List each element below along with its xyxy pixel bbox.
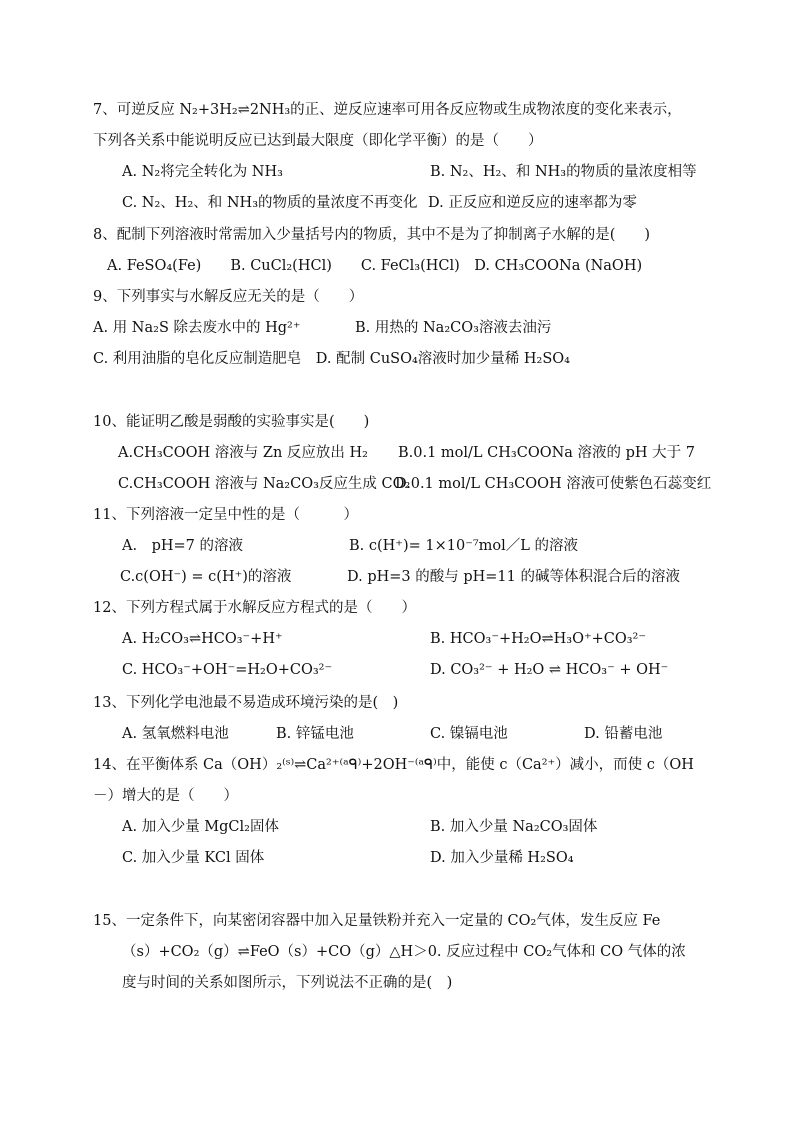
- q14-stem-line2: －）增大的是（ ）: [93, 788, 238, 804]
- q12-stem: 12、下列方程式属于水解反应方程式的是（ ）: [93, 600, 416, 616]
- q10-option-d: D.0.1 mol/L CH₃COOH 溶液可使紫色石蕊变红: [395, 476, 712, 492]
- q7-option-d: D. 正反应和逆反应的速率都为零: [428, 195, 637, 211]
- q9-option-b: B. 用热的 Na₂CO₃溶液去油污: [355, 320, 552, 336]
- q14-option-b: B. 加入少量 Na₂CO₃固体: [430, 819, 598, 835]
- q15-stem-line3: 度与时间的关系如图所示，下列说法不正确的是( ): [122, 975, 453, 991]
- q14-option-d: D. 加入少量稀 H₂SO₄: [430, 850, 574, 866]
- q7-option-c: C. N₂、H₂、和 NH₃的物质的量浓度不再变化: [122, 195, 418, 211]
- q14-option-a: A. 加入少量 MgCl₂固体: [122, 819, 279, 835]
- q9-stem: 9、下列事实与水解反应无关的是（ ）: [93, 289, 364, 305]
- q13-option-b: B. 锌锰电池: [276, 726, 354, 742]
- q13-option-d: D. 铅蓄电池: [584, 726, 663, 742]
- q13-option-a: A. 氢氧燃料电池: [122, 726, 229, 742]
- q10-option-a: A.CH₃COOH 溶液与 Zn 反应放出 H₂: [118, 445, 368, 461]
- q7-stem-line2: 下列各关系中能说明反应已达到最大限度（即化学平衡）的是（ ）: [93, 133, 543, 149]
- q11-option-b: B. c(H⁺)= 1×10⁻⁷mol／L 的溶液: [349, 538, 579, 554]
- q11-stem: 11、下列溶液一定呈中性的是（ ）: [93, 507, 358, 523]
- q8-options: A. FeSO₄(Fe) B. CuCl₂(HCl) C. FeCl₃(HCl) D. CH₃COONa (NaOH): [107, 258, 643, 274]
- q11-option-d: D. pH=3 的酸与 pH=11 的碱等体积混合后的溶液: [347, 569, 680, 585]
- q11-option-c: C.c(OH⁻) = c(H⁺)的溶液: [120, 569, 292, 585]
- q7-option-b: B. N₂、H₂、和 NH₃的物质的量浓度相等: [430, 164, 697, 180]
- q7-option-a: A. N₂将完全转化为 NH₃: [122, 164, 283, 180]
- q14-option-c: C. 加入少量 KCl 固体: [122, 850, 265, 866]
- q12-option-d: D. CO₃²⁻ + H₂O ⇌ HCO₃⁻ + OH⁻: [430, 662, 669, 678]
- q15-stem-line2: （s）+CO₂（g）⇌FeO（s）+CO（g）△H＞0. 反应过程中 CO₂气体和 CO 气体的浓: [122, 944, 686, 960]
- q13-stem: 13、下列化学电池最不易造成环境污染的是( ): [93, 695, 399, 711]
- q10-option-b: B.0.1 mol/L CH₃COONa 溶液的 pH 大于 7: [398, 445, 696, 461]
- q12-option-a: A. H₂CO₃⇌HCO₃⁻+H⁺: [122, 631, 283, 647]
- q10-stem: 10、能证明乙酸是弱酸的实验事实是( ): [93, 414, 370, 430]
- q12-option-b: B. HCO₃⁻+H₂O⇌H₃O⁺+CO₃²⁻: [430, 631, 647, 647]
- q15-stem-line1: 15、一定条件下，向某密闭容器中加入足量铁粉并充入一定量的 CO₂气体，发生反应 Fe: [93, 913, 661, 929]
- q14-stem-line1: 14、在平衡体系 Ca（OH）₂⁽ˢ⁾⇌Ca²⁺⁽ᵃᑫ⁾+2OH⁻⁽ᵃᑫ⁾中，能使 c（Ca²⁺）减小，而使 c（OH: [93, 757, 694, 773]
- q7-stem-line1: 7、可逆反应 N₂+3H₂⇌2NH₃的正、逆反应速率可用各反应物或生成物浓度的变化来表示，: [93, 102, 682, 118]
- q9-option-cd: C. 利用油脂的皂化反应制造肥皂 D. 配制 CuSO₄溶液时加少量稀 H₂SO₄: [93, 351, 570, 367]
- q12-option-c: C. HCO₃⁻+OH⁻=H₂O+CO₃²⁻: [122, 662, 333, 678]
- q9-option-a: A. 用 Na₂S 除去废水中的 Hg²⁺: [93, 320, 301, 336]
- q13-option-c: C. 镍镉电池: [430, 726, 508, 742]
- q10-option-c: C.CH₃COOH 溶液与 Na₂CO₃反应生成 CO₂: [118, 476, 411, 492]
- q8-stem: 8、配制下列溶液时常需加入少量括号内的物质，其中不是为了抑制离子水解的是( ): [93, 227, 651, 243]
- q11-option-a: A. pH=7 的溶液: [122, 538, 243, 554]
